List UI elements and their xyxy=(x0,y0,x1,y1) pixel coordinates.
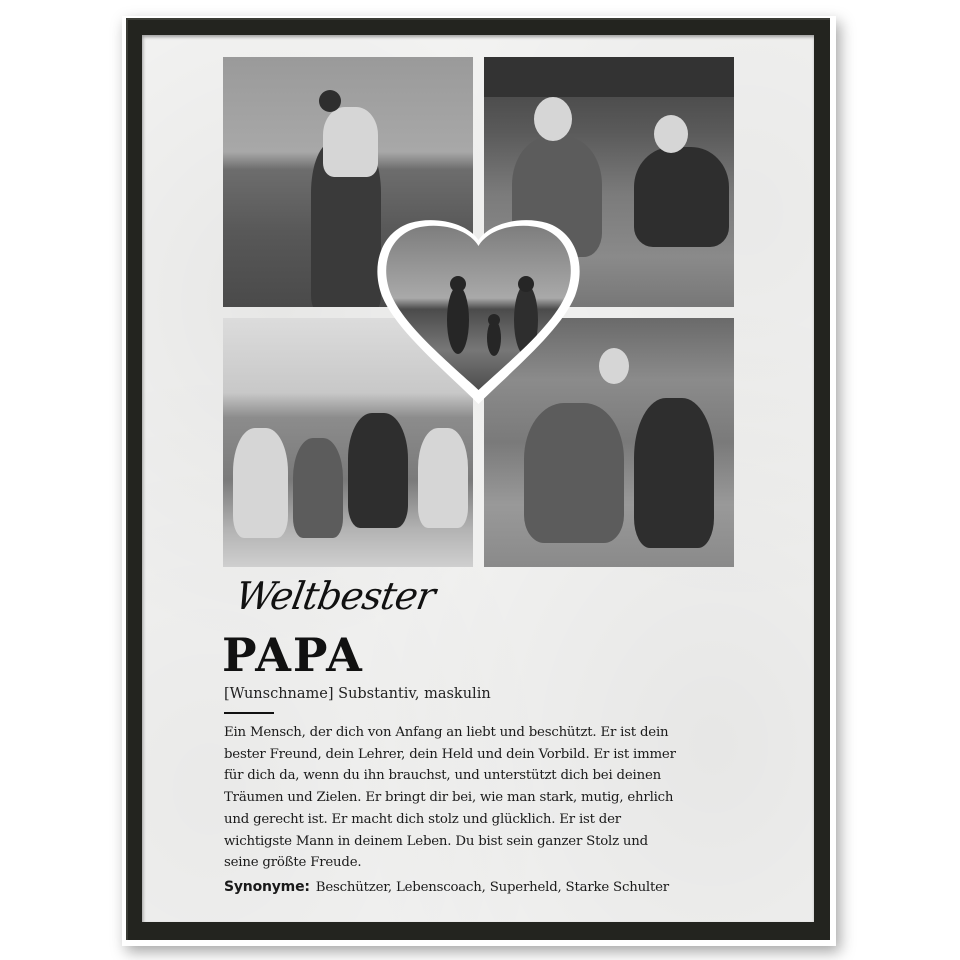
synonyms xyxy=(224,879,669,895)
person-2 xyxy=(293,438,343,538)
synonyms-label: Synonyme: xyxy=(224,879,310,895)
man-right xyxy=(634,147,729,247)
woman xyxy=(524,403,624,543)
man xyxy=(634,398,714,548)
body-line: seine größte Freude. xyxy=(224,855,362,871)
body-line: bester Freund, dein Lehrer, dein Held und dein Vorbild. Er ist immer xyxy=(224,746,676,762)
child-figure xyxy=(323,107,378,177)
body-line: Träumen und Zielen. Er bringt dir bei, wie man stark, mutig, ehrlich xyxy=(224,790,674,806)
man-right-head xyxy=(654,115,688,153)
definition-subtitle: [Wunschname] Substantiv, maskulin xyxy=(224,686,491,702)
definition-body xyxy=(224,722,724,874)
synonyms-value: Beschützer, Lebenscoach, Superheld, Starke Schulter xyxy=(315,880,669,895)
body-line: wichtigste Mann in deinem Leben. Du bist sein ganzer Stolz und xyxy=(224,833,648,849)
child-head xyxy=(319,90,341,112)
man-left-head xyxy=(534,97,572,141)
person-3 xyxy=(348,413,408,528)
body-line: Ein Mensch, der dich von Anfang an liebt und beschützt. Er ist dein xyxy=(224,725,669,740)
script-heading: Weltbester xyxy=(232,574,438,618)
body-line: für dich da, wenn du ihn brauchst, und unterstützt dich bei deinen xyxy=(224,768,661,784)
heart-photo xyxy=(376,220,581,406)
poster-title: PAPA xyxy=(222,628,364,682)
trees xyxy=(484,57,734,97)
divider-line xyxy=(224,712,274,714)
child-head xyxy=(599,348,629,384)
person-1 xyxy=(233,428,288,538)
person-4 xyxy=(418,428,468,528)
body-line: und gerecht ist. Er macht dich stolz und glücklich. Er ist der xyxy=(224,811,621,827)
